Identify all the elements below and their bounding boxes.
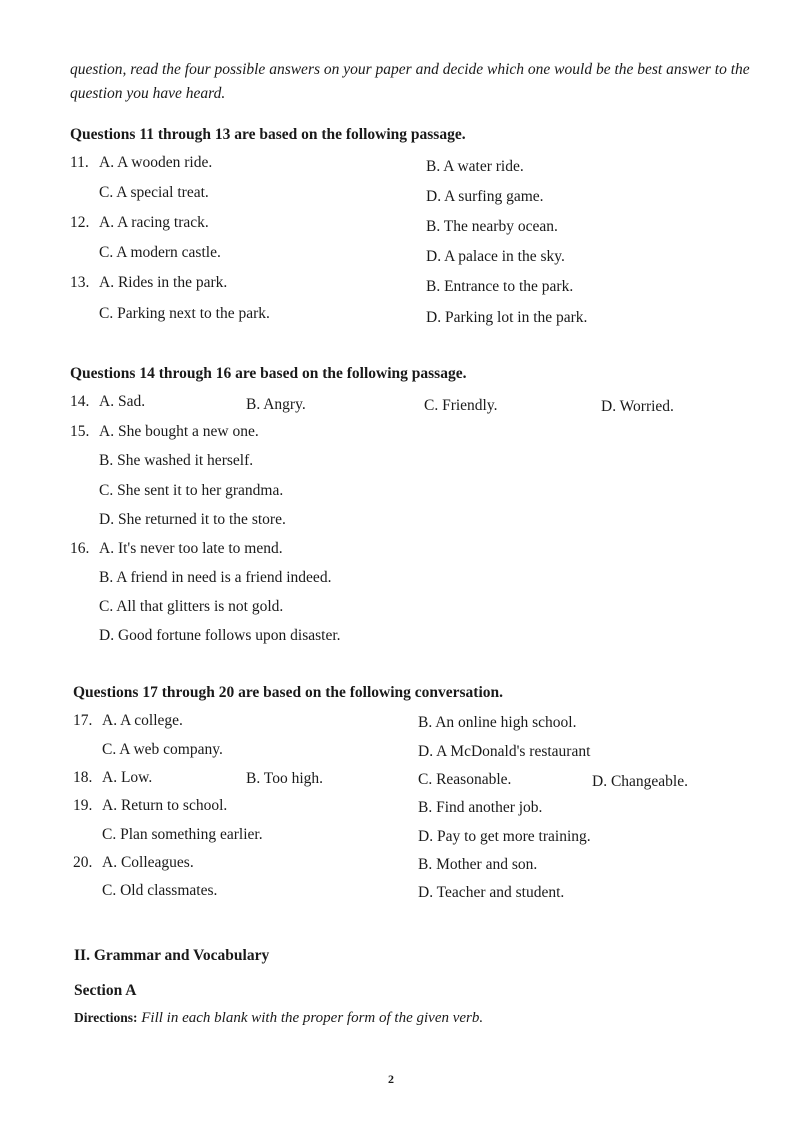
q13-option-c: C. Parking next to the park. bbox=[99, 305, 270, 322]
page-number: 2 bbox=[388, 1072, 394, 1086]
q15-option-c: C. She sent it to her grandma. bbox=[99, 482, 284, 499]
q11-option-a: A. A wooden ride. bbox=[99, 154, 213, 171]
q19-option-d: D. Pay to get more training. bbox=[418, 828, 591, 845]
question-number-12: 12. bbox=[70, 214, 90, 231]
question-number-16: 16. bbox=[70, 540, 90, 557]
q16-option-a: A. It's never too late to mend. bbox=[99, 540, 283, 557]
q12-option-a: A. A racing track. bbox=[99, 214, 209, 231]
question-number-20: 20. bbox=[73, 854, 93, 871]
question-number-19: 19. bbox=[73, 797, 93, 814]
q14-option-c: C. Friendly. bbox=[424, 397, 498, 414]
q19-option-c: C. Plan something earlier. bbox=[102, 826, 263, 843]
q13-option-b: B. Entrance to the park. bbox=[426, 278, 574, 295]
q11-option-c: C. A special treat. bbox=[99, 184, 209, 201]
question-number-18: 18. bbox=[73, 769, 93, 786]
q15-option-b: B. She washed it herself. bbox=[99, 452, 254, 469]
q20-option-b: B. Mother and son. bbox=[418, 856, 538, 873]
question-number-11: 11. bbox=[70, 154, 89, 171]
q16-option-b: B. A friend in need is a friend indeed. bbox=[99, 569, 332, 586]
q12-option-b: B. The nearby ocean. bbox=[426, 218, 558, 235]
question-number-17: 17. bbox=[73, 712, 93, 729]
q20-option-d: D. Teacher and student. bbox=[418, 884, 565, 901]
q14-option-b: B. Angry. bbox=[246, 396, 306, 413]
q13-option-d: D. Parking lot in the park. bbox=[426, 309, 588, 326]
q14-option-a: A. Sad. bbox=[99, 393, 146, 410]
directions-text: Fill in each blank with the proper form of the given verb. bbox=[141, 1010, 484, 1026]
q13-option-a: A. Rides in the park. bbox=[99, 274, 228, 291]
q18-option-a: A. Low. bbox=[102, 769, 153, 786]
q12-option-c: C. A modern castle. bbox=[99, 244, 221, 261]
q17-option-c: C. A web company. bbox=[102, 741, 223, 758]
question-number-13: 13. bbox=[70, 274, 90, 291]
question-number-15: 15. bbox=[70, 423, 90, 440]
q11-option-b: B. A water ride. bbox=[426, 158, 524, 175]
section-heading-17-20: Questions 17 through 20 are based on the following conversation. bbox=[73, 684, 504, 701]
q12-option-d: D. A palace in the sky. bbox=[426, 248, 565, 265]
q15-option-a: A. She bought a new one. bbox=[99, 423, 259, 440]
q17-option-b: B. An online high school. bbox=[418, 714, 577, 731]
q16-option-c: C. All that glitters is not gold. bbox=[99, 598, 284, 615]
instructions-text: question, read the four possible answers on your paper and decide which one would be the best answer to the question you have heard. bbox=[70, 61, 750, 102]
section-heading-14-16: Questions 14 through 16 are based on the following passage. bbox=[70, 365, 467, 382]
q16-option-d: D. Good fortune follows upon disaster. bbox=[99, 627, 341, 644]
q18-option-d: D. Changeable. bbox=[592, 773, 688, 790]
q18-option-c: C. Reasonable. bbox=[418, 771, 512, 788]
q11-option-d: D. A surfing game. bbox=[426, 188, 544, 205]
q19-option-a: A. Return to school. bbox=[102, 797, 228, 814]
directions-label: Directions: bbox=[74, 1010, 138, 1025]
q18-option-b: B. Too high. bbox=[246, 770, 324, 787]
q20-option-a: A. Colleagues. bbox=[102, 854, 194, 871]
q20-option-c: C. Old classmates. bbox=[102, 882, 218, 899]
directions bbox=[74, 1010, 483, 1027]
q15-option-d: D. She returned it to the store. bbox=[99, 511, 286, 528]
section-title: Section A bbox=[74, 982, 137, 999]
q17-option-a: A. A college. bbox=[102, 712, 183, 729]
question-number-14: 14. bbox=[70, 393, 90, 410]
q19-option-b: B. Find another job. bbox=[418, 799, 543, 816]
q14-option-d: D. Worried. bbox=[601, 398, 674, 415]
q17-option-d: D. A McDonald's restaurant bbox=[418, 743, 591, 760]
part-title: II. Grammar and Vocabulary bbox=[74, 947, 270, 964]
section-heading-11-13: Questions 11 through 13 are based on the following passage. bbox=[70, 126, 466, 143]
